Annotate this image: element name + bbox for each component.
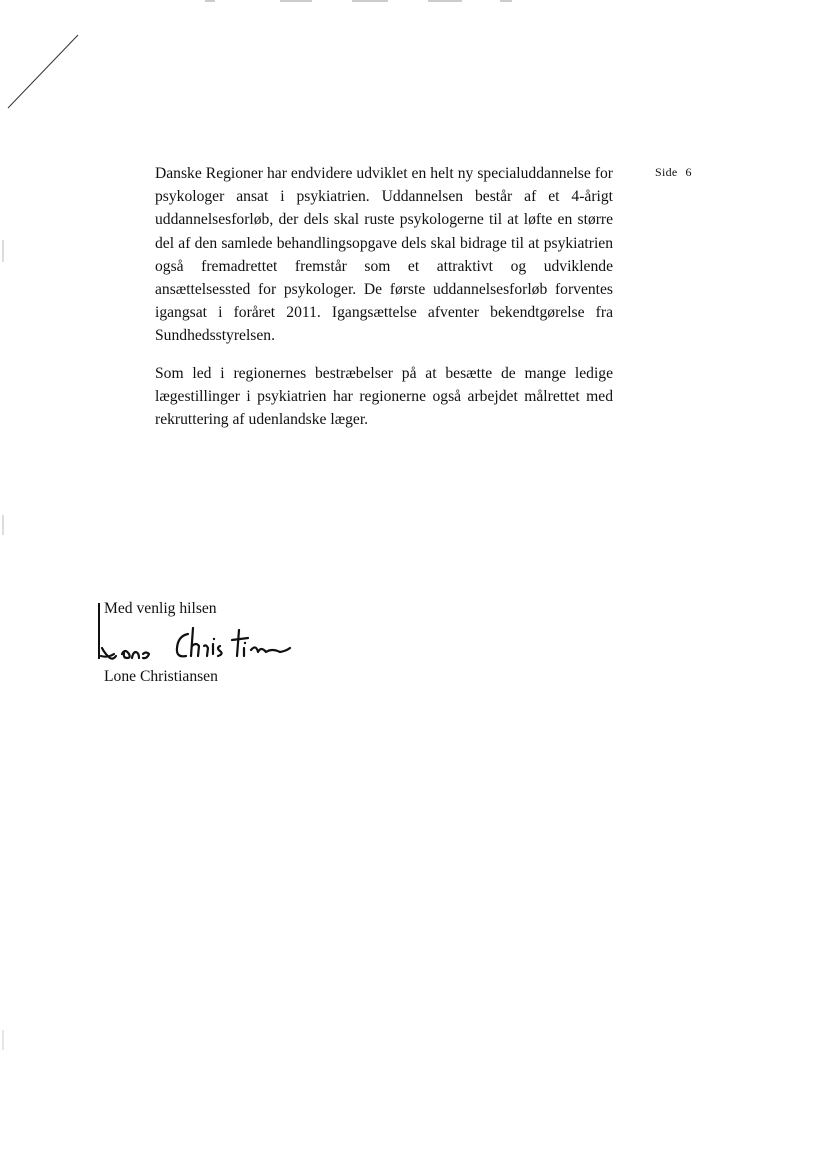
signer-name: Lone Christiansen (104, 668, 218, 685)
page-number-label (655, 165, 692, 180)
page-label-text: Side (655, 165, 678, 179)
body-paragraph-2: Som led i regionernes bestræbelser på at besætte de mange ledige lægestillinger i psykiatrien har regionerne også arbejdet målrettet med rekruttering af udenlandske læger. (155, 365, 613, 429)
scan-diagonal-mark (8, 35, 78, 108)
page-number: 6 (685, 165, 692, 179)
body-paragraph-1: Danske Regioner har endvidere udviklet en helt ny specialuddannelse for psykologer ansat i psykiatrien. Uddannelsen består af et 4-årigt uddannelsesforløb, der dels skal ruste psykologerne til at løfte en større del af den samlede behandlingsopgave dels skal bidrage til at psykiatrien også fremadrettet fremstår som et attraktivt og udviklende ansættelsessted for psykologer. De første uddannelsesforløb forventes igangsat i foråret 2011. Igangsættelse afventer bekendtgørelse fra Sundhedsstyrelsen. (155, 165, 613, 345)
handwritten-signature (96, 618, 296, 670)
closing-greeting: Med venlig hilsen (104, 600, 217, 617)
